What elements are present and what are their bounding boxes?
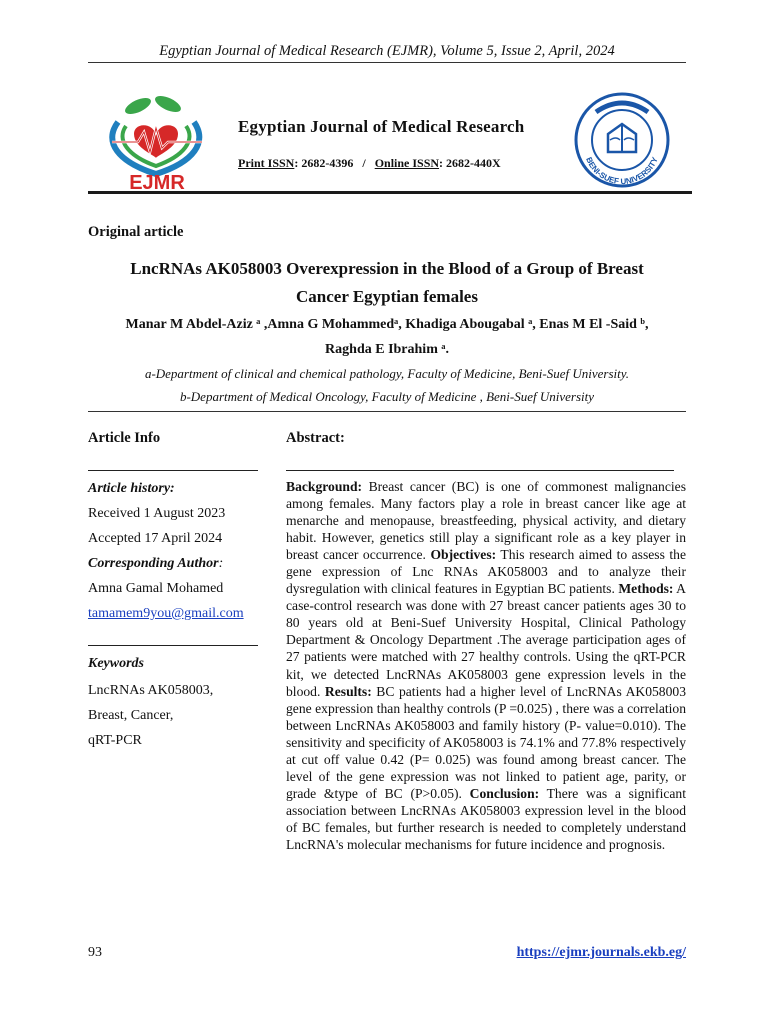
results-text: BC patients had a higher level of LncRNAs AK058003 gene expression than healthy controls (P =0.025) , there was a correlation between LncRNAs AK058003 and family history (P- value=0.010). The sensitivity and specificity of AK058003 is 74.1% and 77.8% respectively at cut off value 0.42 (P= 0.025) was found among breast cancer. The level of the gene expression was not linked to patient age, parity, or grade &type of BC (P>0.05). (286, 683, 686, 801)
authors-line1: Manar M Abdel-Aziz ᵃ ,Amna G Mohammedᵃ, Khadiga Abougabal ᵃ, Enas M El -Said ᵇ, (125, 317, 649, 332)
section-rule (88, 411, 686, 412)
abstract-body (286, 478, 686, 853)
abstract-rule (286, 470, 674, 471)
heart-logo-icon (98, 92, 216, 192)
university-seal (566, 90, 678, 190)
article-info-heading: Article Info (88, 430, 161, 446)
info-rule (88, 470, 258, 471)
methods-text: A case-control research was done with 27 breast cancer patients ages 30 to 80 years old at Beni-Suef University Hospital, Clinical Pathology Department & Oncology Department .The average participation ages of 27 patients were matched with 27 healthy controls. Using the qRT-PCR kit, we detected LncRNAs AK058003 gene expression levels in the blood. (286, 581, 686, 699)
corresponding-colon: : (218, 556, 224, 571)
corresponding-label: Corresponding Author (88, 556, 219, 571)
info-rule-2 (88, 645, 258, 646)
received-date: Received 1 August 2023 (88, 506, 226, 521)
affiliation-b: b-Department of Medical Oncology, Faculty of Medicine , Beni-Suef University (179, 389, 595, 404)
objectives-label: Objectives: (430, 547, 497, 563)
article-title-line2: Cancer Egyptian females (296, 287, 478, 306)
affiliation-a: a-Department of clinical and chemical pathology, Faculty of Medicine, Beni-Suef University. (144, 366, 630, 381)
seal-text: BENI-SUEF UNIVERSITY (584, 155, 660, 187)
journal-url-link[interactable]: https://ejmr.journals.ekb.eg/ (516, 945, 686, 960)
corresponding-email-link[interactable]: tamamem9you@gmail.com (88, 606, 244, 621)
online-issn-label: Online ISSN (374, 156, 440, 170)
university-seal-icon (566, 90, 678, 190)
history-heading: Article history: (88, 481, 175, 496)
journal-name: Egyptian Journal of Medical Research (238, 117, 525, 136)
header-thick-rule (88, 191, 692, 194)
objectives-text: This research aimed to assess the gene expression of Lnc RNAs AK058003 and to analyze their dysregulation with clinical features in Egyptian BC patients. (286, 547, 686, 597)
accepted-date: Accepted 17 April 2024 (88, 531, 223, 546)
keyword-1: LncRNAs AK058003, (88, 683, 214, 698)
issn-separator: / (362, 156, 366, 170)
page-number: 93 (88, 945, 102, 960)
conclusion-label: Conclusion: (469, 785, 540, 801)
abstract-heading: Abstract: (286, 430, 345, 446)
issn-line (238, 156, 501, 171)
background-label: Background: (286, 479, 363, 494)
running-head: Egyptian Journal of Medical Research (EJMR), Volume 5, Issue 2, April, 2024 (159, 43, 615, 59)
keyword-2: Breast, Cancer, (88, 708, 174, 723)
methods-label: Methods: (618, 581, 674, 597)
article-type: Original article (88, 224, 184, 240)
logo-wordmark: EJMR (129, 172, 185, 192)
results-label: Results: (324, 683, 372, 699)
ejmr-logo (98, 92, 216, 192)
authors-line2: Raghda E Ibrahim ᵃ. (325, 342, 449, 357)
print-issn-label: Print ISSN (238, 156, 295, 170)
background-text: Breast cancer (BC) is one of commonest malignancies among females. Many factors play a role in breast cancer like age at menarche and menopause, breastfeeding, physical activity, and dietary habit. However, genetics still play a significant role as a key player in breast cancer occurrence. (286, 479, 686, 563)
online-issn-value: : 2682-440X (439, 156, 501, 170)
header-rule (88, 62, 686, 63)
article-title-line1: LncRNAs AK058003 Overexpression in the Blood of a Group of Breast (130, 259, 644, 278)
print-issn-value: : 2682-4396 (294, 156, 354, 170)
corresponding-name: Amna Gamal Mohamed (88, 581, 224, 596)
keyword-3: qRT-PCR (88, 733, 142, 748)
keywords-heading: Keywords (88, 656, 144, 671)
conclusion-text: There was a significant association between LncRNAs AK058003 expression level in the blood of BC females, but further research is needed to completely understand LncRNA's molecular mechanisms for future incidence and prognosis. (286, 785, 686, 852)
corresponding-heading (88, 556, 223, 572)
